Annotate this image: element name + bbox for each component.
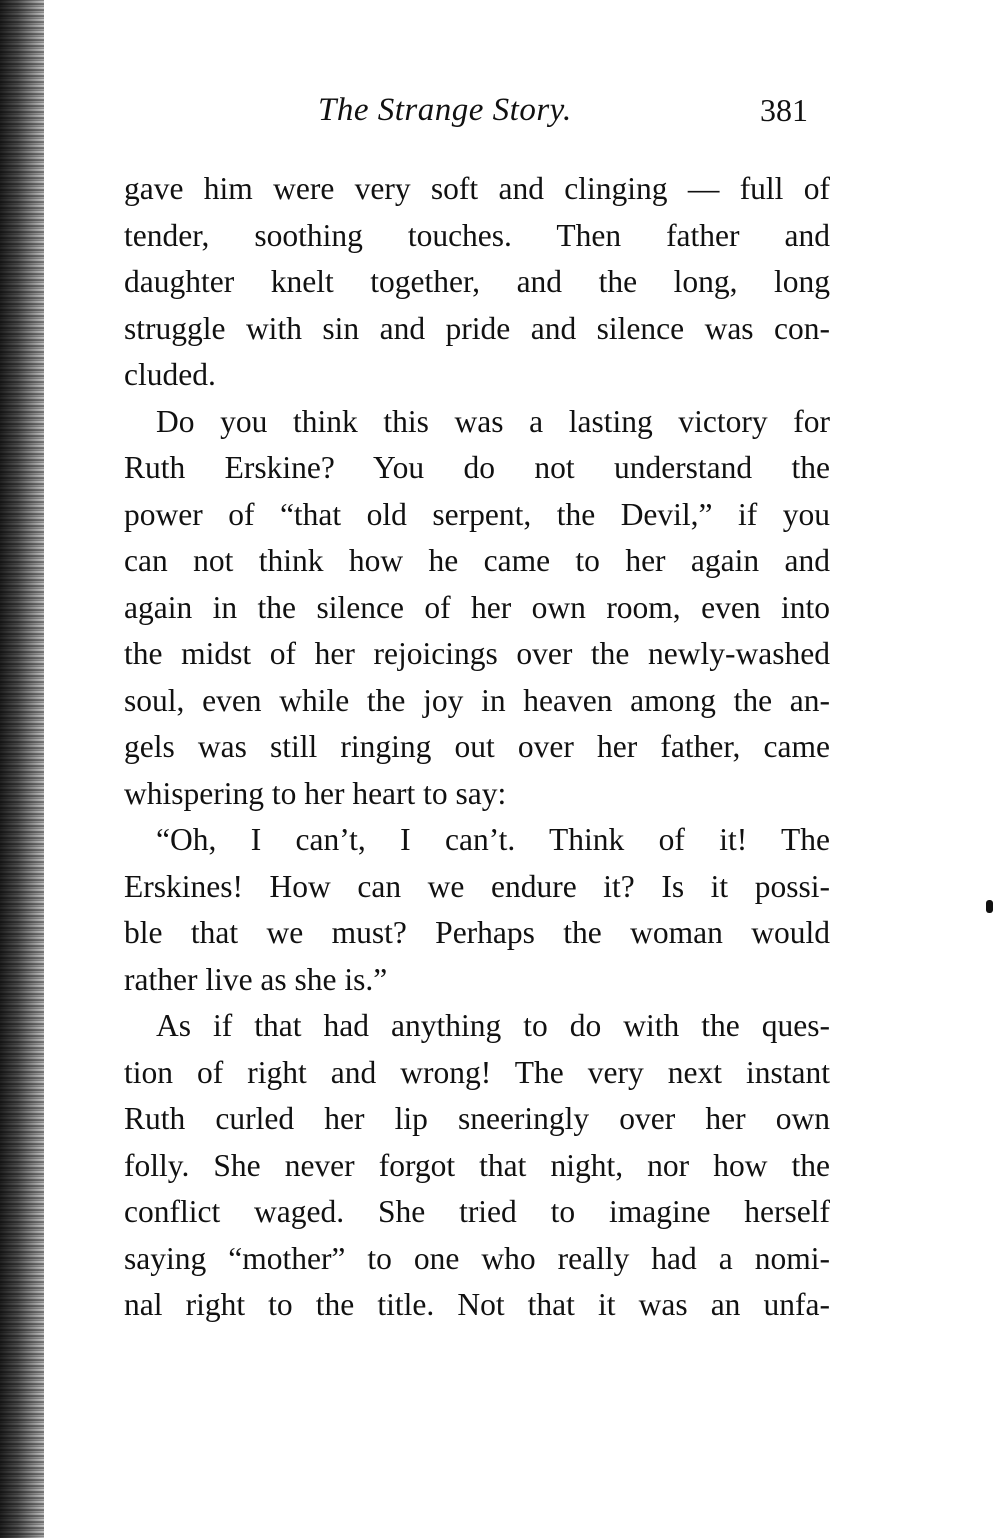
- running-title: The Strange Story.: [318, 92, 572, 128]
- text-line: gels was still ringing out over her father, came: [124, 729, 830, 764]
- text-line: saying “mother” to one who really had a nomi-: [124, 1240, 830, 1276]
- paragraph-start-line: As if that had anything to do with the ques-: [156, 1008, 830, 1043]
- text-line: soul, even while the joy in heaven among the an-: [124, 682, 830, 718]
- text-line: tion of right and wrong! The very next instant: [124, 1054, 830, 1090]
- text-line: conflict waged. She tried to imagine herself: [124, 1194, 830, 1229]
- body-text: [124, 166, 830, 1329]
- text-line: Ruth Erskine? You do not understand the: [124, 450, 830, 485]
- text-line: cluded.: [124, 357, 216, 392]
- text-line: the midst of her rejoicings over the newly-washed: [124, 636, 830, 671]
- text-line: Ruth curled her lip sneeringly over her own: [124, 1101, 830, 1136]
- ink-speck: [986, 900, 993, 913]
- text-line: can not think how he came to her again and: [124, 543, 830, 578]
- text-line: ble that we must? Perhaps the woman would: [124, 915, 830, 950]
- text-line: Erskines! How can we endure it? Is it possi-: [124, 868, 830, 904]
- text-line: struggle with sin and pride and silence was con-: [124, 310, 830, 346]
- text-line: folly. She never forgot that night, nor how the: [124, 1147, 830, 1183]
- text-line: again in the silence of her own room, even into: [124, 589, 830, 625]
- text-line: daughter knelt together, and the long, long: [124, 264, 830, 299]
- text-line: nal right to the title. Not that it was an unfa-: [124, 1287, 830, 1322]
- text-line: tender, soothing touches. Then father and: [124, 217, 830, 253]
- page-number: 381: [760, 92, 808, 128]
- binding-edge: [0, 0, 44, 1538]
- paragraph-start-line: Do you think this was a lasting victory for: [156, 403, 830, 439]
- running-header: [0, 92, 1000, 138]
- text-line: power of “that old serpent, the Devil,” if you: [124, 496, 830, 532]
- text-line: rather live as she is.”: [124, 961, 388, 997]
- paragraph-start-line: “Oh, I can’t, I can’t. Think of it! The: [156, 822, 830, 857]
- text-line: whispering to her heart to say:: [124, 775, 507, 811]
- text-line: gave him were very soft and clinging — full of: [124, 171, 830, 206]
